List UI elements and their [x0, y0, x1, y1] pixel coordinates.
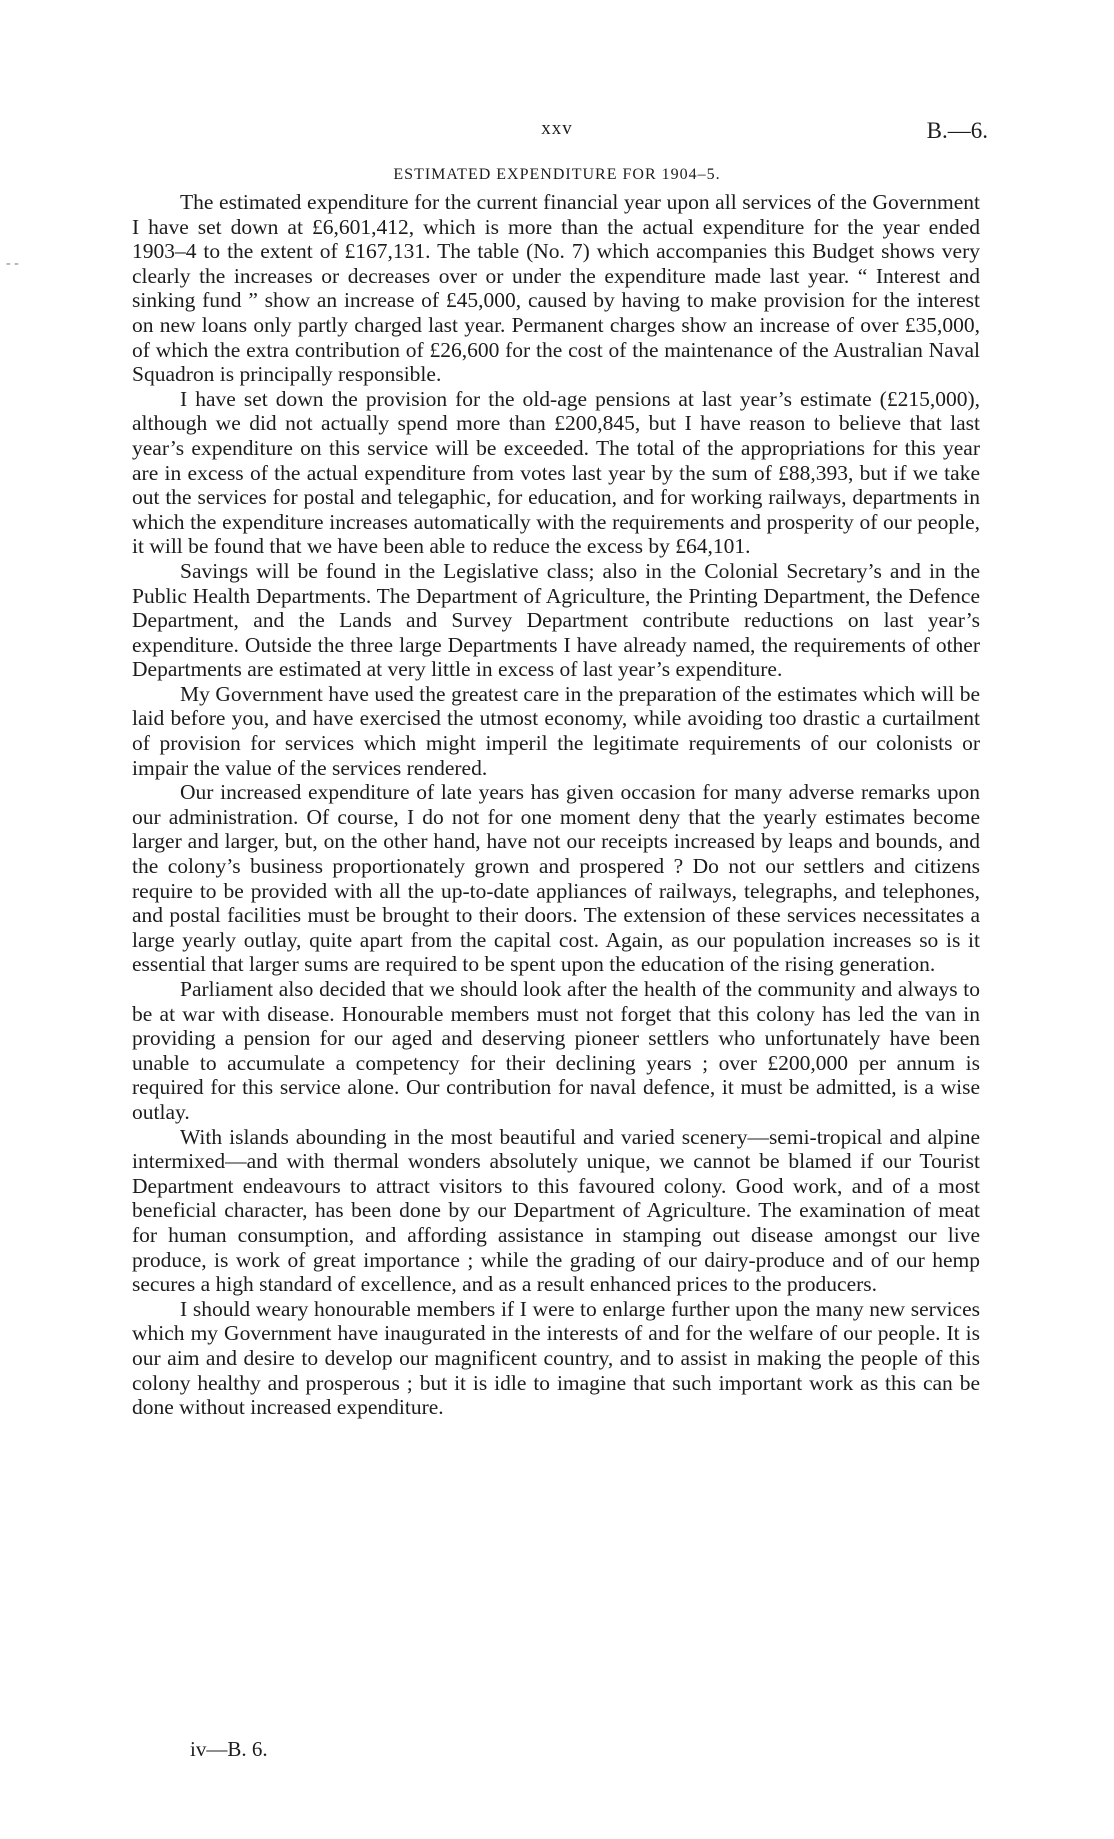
paragraph: My Government have used the greatest care in the preparation of the estimates which will be laid before you, and have exercised the utmost economy, while avoiding too drastic a curtailment of provision for services which might imperil the legitimate requirements of our colonists or impair the value of the services rendered. — [132, 681, 980, 780]
margin-mark-icon: - - — [6, 256, 19, 271]
paragraph: The estimated expenditure for the current financial year upon all services of the Government I have set down at £6,601,412, which is more than the actual expenditure for the year ended 1903–4 to the extent of £167,131. The table (No. 7) which accompanies this Budget shows very clearly the increases or decreases over or under the expenditure made last year. “ Interest and sinking fund ” show an increase of £45,000, caused by having to make provision for the interest on new loans only partly charged last year. Permanent charges show an increase of over £35,000, of which the extra contribution of £26,600 for the cost of the maintenance of the Australian Naval Squadron is principally responsible. — [132, 190, 980, 387]
paper-reference: B.—6. — [926, 118, 988, 143]
paragraph: With islands abounding in the most beautiful and varied scenery—semi-tropical and alpine intermixed—and with thermal wonders absolutely unique, we cannot be blamed if our Tourist Department endeavours to attract visitors to this favoured colony. Good work, and of a most beneficial character, has been done by our Department of Agriculture. The examination of meat for human consumption, and affording assistance in stamping out disease amongst our live produce, is work of great importance ; while the grading of our dairy-produce and of our hemp secures a high standard of excellence, and as a result enhanced prices to the producers. — [132, 1124, 980, 1297]
paragraph: Savings will be found in the Legislative class; also in the Colonial Secretary’s and in the Public Health Departments. The Department of Agriculture, the Printing Department, the Defence Department, and the Lands and Survey Department contribute reductions on last year’s expenditure. Outside the three large Departments I have already named, the requirements of other Departments are estimated at very little in excess of last year’s expenditure. — [132, 558, 980, 682]
page-number: xxv — [541, 118, 573, 139]
section-heading: ESTIMATED EXPENDITURE FOR 1904–5. — [393, 166, 721, 183]
paragraph: I should weary honourable members if I were to enlarge further upon the many new services which my Government have inaugurated in the interests of and for the welfare of our people. It is our aim and desire to develop our magnificent country, and to assist in making the people of this colony healthy and prosperous ; but it is idle to imagine that such important work as this can be done without increased expenditure. — [132, 1296, 980, 1420]
body-text — [132, 190, 980, 1420]
footer-reference: iv—B. 6. — [190, 1737, 268, 1761]
paragraph: I have set down the provision for the old-age pensions at last year’s estimate (£215,000), although we did not actually spend more than £200,845, but I have reason to believe that last year’s expenditure on this service will be exceeded. The total of the appropriations for this year are in excess of the actual expenditure from votes last year by the sum of £88,393, but if we take out the services for postal and telegaphic, for education, and for working railways, departments in which the expenditure increases automatically with the requirements and prosperity of our people, it will be found that we have been able to reduce the excess by £64,101. — [132, 386, 980, 559]
paragraph: Our increased expenditure of late years has given occasion for many adverse remarks upon our administration. Of course, I do not for one moment deny that the yearly estimates become larger and larger, but, on the other hand, have not our receipts increased by leaps and bounds, and the colony’s business proportionately grown and prospered ? Do not our settlers and citizens require to be provided with all the up-to-date appliances of railways, telegraphs, and telephones, and postal facilities must be brought to their doors. The extension of these services necessitates a large yearly outlay, quite apart from the capital cost. Again, as our population increases so is it essential that larger sums are required to be spent upon the education of the rising generation. — [132, 780, 980, 977]
paragraph: Parliament also decided that we should look after the health of the community and always to be at war with disease. Honourable members must not forget that this colony has led the van in providing a pension for our aged and deserving pioneer settlers who unfortunately have been unable to accumulate a competency for their declining years ; over £200,000 per annum is required for this service alone. Our contribution for naval defence, it must be admitted, is a wise outlay. — [132, 977, 980, 1124]
